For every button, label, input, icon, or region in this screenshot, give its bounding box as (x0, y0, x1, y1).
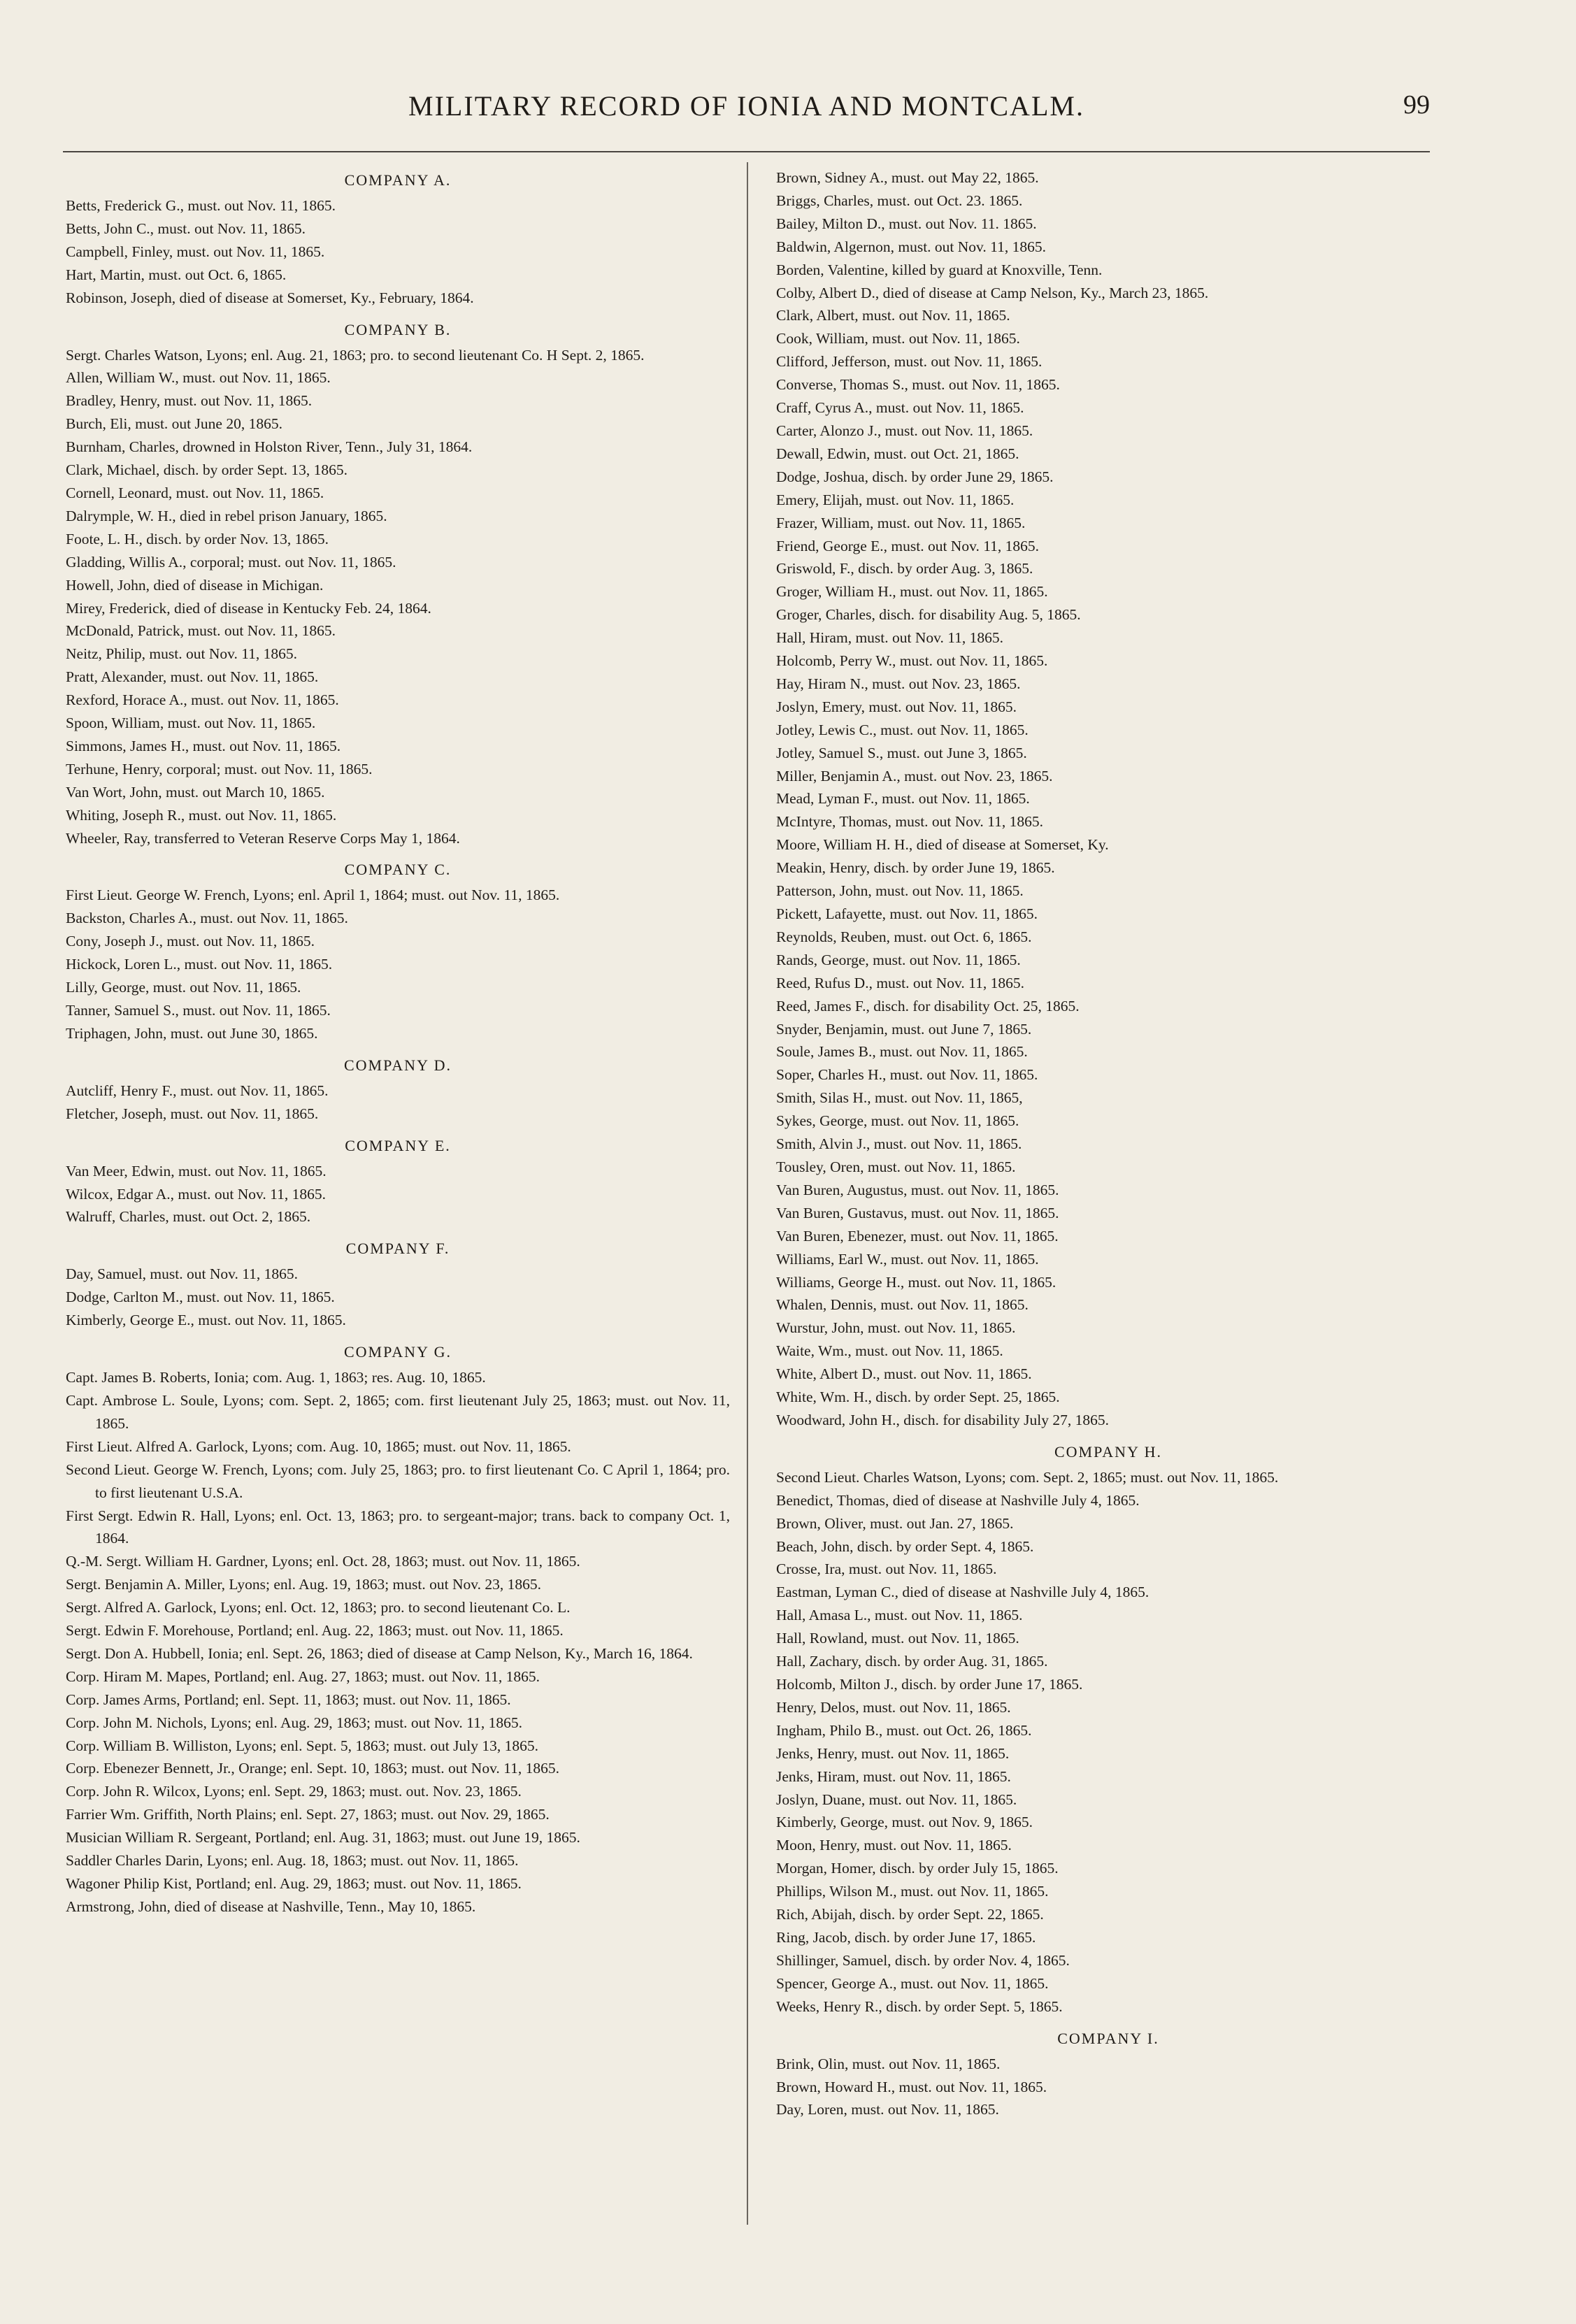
roster-entry: Shillinger, Samuel, disch. by order Nov. 4, 1865. (776, 1951, 1070, 1969)
roster-entry: Simmons, James H., must. out Nov. 11, 1865. (66, 737, 341, 754)
roster-entry: Hall, Zachary, disch. by order Aug. 31, 1865. (776, 1653, 1048, 1670)
roster-entry: Betts, John C., must. out Nov. 11, 1865. (66, 220, 306, 237)
roster-entry: Converse, Thomas S., must. out Nov. 11, 1865. (776, 376, 1060, 394)
roster-entry: Ingham, Philo B., must. out Oct. 26, 1865. (776, 1721, 1032, 1739)
roster-entry: Hall, Hiram, must. out Nov. 11, 1865. (776, 629, 1004, 647)
roster-entry: Spencer, George A., must. out Nov. 11, 1865. (776, 1974, 1049, 1992)
roster-entry: Jotley, Samuel S., must. out June 3, 1865. (776, 744, 1027, 761)
roster-entry: Holcomb, Milton J., disch. by order June 17, 1865. (776, 1676, 1083, 1693)
roster-entry: Cony, Joseph J., must. out Nov. 11, 1865. (66, 933, 315, 950)
roster-entry: Capt. James B. Roberts, Ionia; com. Aug. 1, 1863; res. Aug. 10, 1865. (66, 1369, 486, 1386)
company-section (66, 1132, 730, 1229)
roster-entry: Howell, John, died of disease in Michigan. (66, 576, 324, 594)
roster-entry: Holcomb, Perry W., must. out Nov. 11, 1865. (776, 652, 1048, 670)
roster-entry: Clark, Albert, must. out Nov. 11, 1865. (776, 307, 1010, 324)
roster-entry: Beach, John, disch. by order Sept. 4, 1865. (776, 1537, 1034, 1555)
roster-entry: Miller, Benjamin A., must. out Nov. 23, 1865. (776, 767, 1053, 784)
page-number: 99 (1403, 90, 1430, 120)
roster-entry: Mirey, Frederick, died of disease in Kentucky Feb. 24, 1864. (66, 599, 431, 617)
roster-entry: Emery, Elijah, must. out Nov. 11, 1865. (776, 491, 1015, 508)
roster-entry: Colby, Albert D., died of disease at Camp Nelson, Ky., March 23, 1865. (776, 284, 1209, 301)
roster-entry: Pickett, Lafayette, must. out Nov. 11, 1865. (776, 905, 1038, 922)
roster-entry: Baldwin, Algernon, must. out Nov. 11, 1865. (776, 238, 1046, 255)
roster-entry: Sergt. Edwin F. Morehouse, Portland; enl. Aug. 22, 1863; must. out Nov. 11, 1865. (66, 1622, 564, 1640)
company-section (776, 166, 1440, 1432)
roster-entry: Corp. John M. Nichols, Lyons; enl. Aug. 29, 1863; must. out Nov. 11, 1865. (66, 1714, 522, 1731)
roster-entry: Morgan, Homer, disch. by order July 15, 1865. (776, 1860, 1059, 1877)
company-heading: COMPANY A. (344, 171, 452, 189)
roster-entry: Burnham, Charles, drowned in Holston River, Tenn., July 31, 1864. (66, 438, 473, 456)
roster-entry: Capt. Ambrose L. Soule, Lyons; com. Sept. 2, 1865; com. first lieutenant July 25, 1863; must. out Nov. 11, 1865. (66, 1391, 730, 1432)
roster-entry: Saddler Charles Darin, Lyons; enl. Aug. 18, 1863; must. out Nov. 11, 1865. (66, 1852, 519, 1870)
header-rule (63, 151, 1430, 152)
roster-entry: Smith, Silas H., must. out Nov. 11, 1865, (776, 1089, 1023, 1107)
roster-entry: Cook, William, must. out Nov. 11, 1865. (776, 330, 1020, 347)
roster-entry: Lilly, George, must. out Nov. 11, 1865. (66, 979, 301, 996)
roster-entry: Patterson, John, must. out Nov. 11, 1865. (776, 882, 1024, 900)
roster-entry: Bailey, Milton D., must. out Nov. 11. 1865. (776, 215, 1037, 232)
company-section (66, 166, 730, 310)
roster-entry: Day, Samuel, must. out Nov. 11, 1865. (66, 1265, 299, 1283)
roster-entry: Hay, Hiram N., must. out Nov. 23, 1865. (776, 675, 1021, 692)
roster-entry: Kimberly, George, must. out Nov. 9, 1865. (776, 1814, 1033, 1831)
roster-entry: Craff, Cyrus A., must. out Nov. 11, 1865. (776, 399, 1024, 417)
roster-entry: Carter, Alonzo J., must. out Nov. 11, 1865. (776, 422, 1033, 439)
roster-entry: Neitz, Philip, must. out Nov. 11, 1865. (66, 645, 298, 663)
company-heading: COMPANY H. (1054, 1442, 1163, 1461)
roster-entry: First Lieut. Alfred A. Garlock, Lyons; com. Aug. 10, 1865; must. out Nov. 11, 1865. (66, 1437, 571, 1455)
roster-entry: Smith, Alvin J., must. out Nov. 11, 1865. (776, 1135, 1022, 1153)
roster-entry: Borden, Valentine, killed by guard at Knoxville, Tenn. (776, 261, 1103, 278)
roster-entry: Jenks, Henry, must. out Nov. 11, 1865. (776, 1744, 1010, 1762)
roster-entry: Fletcher, Joseph, must. out Nov. 11, 1865. (66, 1105, 319, 1122)
roster-entry: Backston, Charles A., must. out Nov. 11, 1865. (66, 910, 348, 927)
roster-entry: Sergt. Don A. Hubbell, Ionia; enl. Sept. 26, 1863; died of disease at Camp Nelson, Ky., March 16, 1864. (66, 1644, 693, 1662)
roster-entry: Joslyn, Emery, must. out Nov. 11, 1865. (776, 698, 1017, 715)
roster-entry: Campbell, Finley, must. out Nov. 11, 1865. (66, 243, 325, 260)
roster-entry: Hall, Amasa L., must. out Nov. 11, 1865. (776, 1607, 1023, 1624)
roster-entry: Gladding, Willis A., corporal; must. out Nov. 11, 1865. (66, 553, 396, 571)
roster-entry: Dodge, Joshua, disch. by order June 29, 1865. (776, 468, 1054, 485)
roster-entry: First Sergt. Edwin R. Hall, Lyons; enl. Oct. 13, 1863; pro. to sergeant-major; trans. back to company Oct. 1, 1864. (66, 1507, 730, 1547)
company-section (66, 1052, 730, 1126)
roster-entry: Corp. James Arms, Portland; enl. Sept. 11, 1863; must. out Nov. 11, 1865. (66, 1691, 511, 1708)
company-heading: COMPANY F. (345, 1240, 450, 1258)
roster-entry: Woodward, John H., disch. for disability July 27, 1865. (776, 1411, 1110, 1428)
roster-entry: Brown, Howard H., must. out Nov. 11, 1865. (776, 2078, 1047, 2095)
roster-entry: McDonald, Patrick, must. out Nov. 11, 1865. (66, 622, 336, 640)
roster-entry: Second Lieut. Charles Watson, Lyons; com. Sept. 2, 1865; must. out Nov. 11, 1865. (776, 1468, 1279, 1486)
roster-entry: Van Meer, Edwin, must. out Nov. 11, 1865. (66, 1162, 327, 1179)
company-heading: COMPANY G. (343, 1343, 452, 1361)
page-header (63, 89, 1430, 131)
roster-entry: Robinson, Joseph, died of disease at Somerset, Ky., February, 1864. (66, 289, 474, 306)
roster-entry: Pratt, Alexander, must. out Nov. 11, 1865. (66, 668, 319, 686)
company-section (66, 316, 730, 850)
roster-entry: Van Buren, Augustus, must. out Nov. 11, 1865. (776, 1181, 1059, 1198)
roster-entry: Mead, Lyman F., must. out Nov. 11, 1865. (776, 790, 1030, 808)
roster-entry: Groger, William H., must. out Nov. 11, 1865. (776, 583, 1048, 601)
roster-entry: Foote, L. H., disch. by order Nov. 13, 1865. (66, 530, 329, 547)
roster-entry: Hall, Rowland, must. out Nov. 11, 1865. (776, 1630, 1019, 1647)
roster-entry: McIntyre, Thomas, must. out Nov. 11, 1865. (776, 813, 1043, 831)
roster-entry: Meakin, Henry, disch. by order June 19, 1865. (776, 859, 1055, 877)
roster-entry: Moon, Henry, must. out Nov. 11, 1865. (776, 1837, 1012, 1854)
roster-entry: Eastman, Lyman C., died of disease at Nashville July 4, 1865. (776, 1584, 1149, 1601)
roster-entry: Second Lieut. George W. French, Lyons; com. July 25, 1863; pro. to first lieutenant Co. C April 1, 1864; pro. to first lieutenant U.S.A. (66, 1461, 730, 1501)
roster-entry: Walruff, Charles, must. out Oct. 2, 1865. (66, 1208, 311, 1226)
company-section (776, 1438, 1440, 2018)
roster-entry: Sergt. Alfred A. Garlock, Lyons; enl. Oct. 12, 1863; pro. to second lieutenant Co. L. (66, 1599, 571, 1616)
roster-entry: Brown, Oliver, must. out Jan. 27, 1865. (776, 1514, 1014, 1532)
roster-entry: Reed, James F., disch. for disability Oct. 25, 1865. (776, 997, 1080, 1014)
roster-entry: Armstrong, John, died of disease at Nashville, Tenn., May 10, 1865. (66, 1898, 476, 1915)
roster-entry: Musician William R. Sergeant, Portland; enl. Aug. 31, 1863; must. out June 19, 1865. (66, 1829, 580, 1846)
roster-entry: Benedict, Thomas, died of disease at Nashville July 4, 1865. (776, 1491, 1140, 1509)
roster-entry: Groger, Charles, disch. for disability Aug. 5, 1865. (776, 606, 1081, 624)
roster-entry: Soper, Charles H., must. out Nov. 11, 1865. (776, 1066, 1038, 1084)
company-heading: COMPANY B. (344, 320, 452, 338)
roster-entry: Moore, William H. H., died of disease at Somerset, Ky. (776, 836, 1109, 854)
roster-entry: Weeks, Henry R., disch. by order Sept. 5, 1865. (776, 1997, 1063, 2015)
roster-entry: Sergt. Charles Watson, Lyons; enl. Aug. 21, 1863; pro. to second lieutenant Co. H Sept. 2, 1865. (66, 346, 645, 364)
roster-entry: Phillips, Wilson M., must. out Nov. 11, 1865. (776, 1883, 1049, 1900)
roster-entry: Whalen, Dennis, must. out Nov. 11, 1865. (776, 1296, 1029, 1314)
roster-entry: Autcliff, Henry F., must. out Nov. 11, 1865. (66, 1082, 329, 1099)
company-section (66, 1235, 730, 1332)
roster-entry: Clifford, Jefferson, must. out Nov. 11, 1865. (776, 353, 1043, 371)
roster-entry: Wilcox, Edgar A., must. out Nov. 11, 1865. (66, 1185, 326, 1203)
roster-entry: Dalrymple, W. H., died in rebel prison January, 1865. (66, 507, 387, 524)
roster-entry: Corp. Ebenezer Bennett, Jr., Orange; enl. Sept. 10, 1863; must. out Nov. 11, 1865. (66, 1760, 560, 1777)
roster-entry: Joslyn, Duane, must. out Nov. 11, 1865. (776, 1791, 1017, 1808)
company-section (66, 1338, 730, 1918)
roster-entry: Crosse, Ira, must. out Nov. 11, 1865. (776, 1561, 997, 1578)
company-heading: COMPANY D. (343, 1056, 452, 1074)
roster-entry: Day, Loren, must. out Nov. 11, 1865. (776, 2101, 999, 2118)
roster-entry: Van Buren, Ebenezer, must. out Nov. 11, 1865. (776, 1227, 1059, 1245)
roster-entry: Dodge, Carlton M., must. out Nov. 11, 1865. (66, 1289, 335, 1306)
roster-entry: Dewall, Edwin, must. out Oct. 21, 1865. (776, 445, 1019, 462)
roster-entry: Williams, George H., must. out Nov. 11, 1865. (776, 1273, 1056, 1291)
roster-entry: Van Buren, Gustavus, must. out Nov. 11, 1865. (776, 1204, 1059, 1221)
roster-entry: Friend, George E., must. out Nov. 11, 1865. (776, 537, 1040, 554)
roster-entry: Farrier Wm. Griffith, North Plains; enl. Sept. 27, 1863; must. out Nov. 29, 1865. (66, 1806, 550, 1823)
company-heading: COMPANY I. (1057, 2029, 1159, 2047)
roster-entry: Ring, Jacob, disch. by order June 17, 1865. (776, 1928, 1036, 1946)
roster-entry: Rands, George, must. out Nov. 11, 1865. (776, 951, 1021, 968)
roster-entry: Rexford, Horace A., must. out Nov. 11, 1865. (66, 691, 339, 709)
roster-entry: Reynolds, Reuben, must. out Oct. 6, 1865. (776, 928, 1032, 945)
roster-entry: Wurstur, John, must. out Nov. 11, 1865. (776, 1319, 1016, 1337)
roster-entry: Brown, Sidney A., must. out May 22, 1865. (776, 169, 1039, 186)
roster-entry: Corp. John R. Wilcox, Lyons; enl. Sept. 29, 1863; must. out. Nov. 23, 1865. (66, 1783, 522, 1800)
roster-entry: Tanner, Samuel S., must. out Nov. 11, 1865. (66, 1002, 331, 1019)
roster-entry: Wagoner Philip Kist, Portland; enl. Aug. 29, 1863; must. out Nov. 11, 1865. (66, 1875, 522, 1892)
roster-entry: Henry, Delos, must. out Nov. 11, 1865. (776, 1698, 1011, 1716)
roster-entry: Frazer, William, must. out Nov. 11, 1865. (776, 514, 1026, 531)
roster-entry: Jotley, Lewis C., must. out Nov. 11, 1865. (776, 721, 1029, 738)
roster-entry: Whiting, Joseph R., must. out Nov. 11, 1865. (66, 806, 337, 824)
roster-entry: Q.-M. Sergt. William H. Gardner, Lyons; enl. Oct. 28, 1863; must. out Nov. 11, 1865. (66, 1553, 580, 1570)
roster-entry: Hickock, Loren L., must. out Nov. 11, 1865. (66, 956, 333, 973)
roster-entry: Wheeler, Ray, transferred to Veteran Reserve Corps May 1, 1864. (66, 829, 460, 847)
roster-entry: Soule, James B., must. out Nov. 11, 1865. (776, 1043, 1028, 1061)
roster-entry: Triphagen, John, must. out June 30, 1865. (66, 1024, 318, 1042)
roster-entry: Brink, Olin, must. out Nov. 11, 1865. (776, 2055, 1001, 2072)
roster-entry: Corp. William B. Williston, Lyons; enl. Sept. 5, 1863; must. out July 13, 1865. (66, 1737, 538, 1754)
roster-entry: Jenks, Hiram, must. out Nov. 11, 1865. (776, 1767, 1011, 1785)
roster-entry: First Lieut. George W. French, Lyons; enl. April 1, 1864; must. out Nov. 11, 1865. (66, 887, 560, 904)
right-column (776, 166, 1440, 2121)
roster-entry: Williams, Earl W., must. out Nov. 11, 1865. (776, 1250, 1039, 1268)
roster-entry: Tousley, Oren, must. out Nov. 11, 1865. (776, 1158, 1016, 1175)
company-section (776, 2025, 1440, 2122)
roster-entry: Griswold, F., disch. by order Aug. 3, 1865. (776, 560, 1033, 578)
roster-entry: Rich, Abijah, disch. by order Sept. 22, 1865. (776, 1906, 1044, 1923)
roster-entry: Corp. Hiram M. Mapes, Portland; enl. Aug. 27, 1863; must. out Nov. 11, 1865. (66, 1667, 540, 1685)
roster-entry: Spoon, William, must. out Nov. 11, 1865. (66, 715, 316, 732)
roster-entry: White, Wm. H., disch. by order Sept. 25, 1865. (776, 1389, 1060, 1406)
roster-entry: Betts, Frederick G., must. out Nov. 11, 1865. (66, 197, 336, 214)
roster-entry: Burch, Eli, must. out June 20, 1865. (66, 415, 282, 433)
roster-entry: Sergt. Benjamin A. Miller, Lyons; enl. Aug. 19, 1863; must. out Nov. 23, 1865. (66, 1576, 541, 1593)
company-section (66, 856, 730, 1045)
company-heading: COMPANY E. (345, 1136, 451, 1154)
page-title: MILITARY RECORD OF IONIA AND MONTCALM. (408, 90, 1084, 122)
roster-entry: Sykes, George, must. out Nov. 11, 1865. (776, 1112, 1019, 1130)
roster-entry: Clark, Michael, disch. by order Sept. 13, 1865. (66, 461, 348, 479)
roster-entry: Hart, Martin, must. out Oct. 6, 1865. (66, 266, 287, 283)
roster-entry: Briggs, Charles, must. out Oct. 23. 1865. (776, 192, 1023, 209)
roster-entry: Bradley, Henry, must. out Nov. 11, 1865. (66, 392, 313, 410)
roster-entry: Cornell, Leonard, must. out Nov. 11, 1865. (66, 484, 324, 501)
roster-entry: Waite, Wm., must. out Nov. 11, 1865. (776, 1342, 1003, 1360)
roster-entry: White, Albert D., must. out Nov. 11, 1865. (776, 1365, 1032, 1383)
roster-entry: Snyder, Benjamin, must. out June 7, 1865. (776, 1020, 1032, 1038)
left-column (66, 166, 730, 1918)
roster-entry: Reed, Rufus D., must. out Nov. 11, 1865. (776, 974, 1024, 991)
company-heading: COMPANY C. (344, 861, 452, 879)
roster-entry: Allen, William W., must. out Nov. 11, 1865. (66, 369, 331, 387)
roster-entry: Van Wort, John, must. out March 10, 1865. (66, 783, 325, 801)
roster-entry: Terhune, Henry, corporal; must. out Nov. 11, 1865. (66, 760, 373, 777)
roster-entry: Kimberly, George E., must. out Nov. 11, 1865. (66, 1312, 346, 1329)
column-divider (747, 162, 748, 2225)
